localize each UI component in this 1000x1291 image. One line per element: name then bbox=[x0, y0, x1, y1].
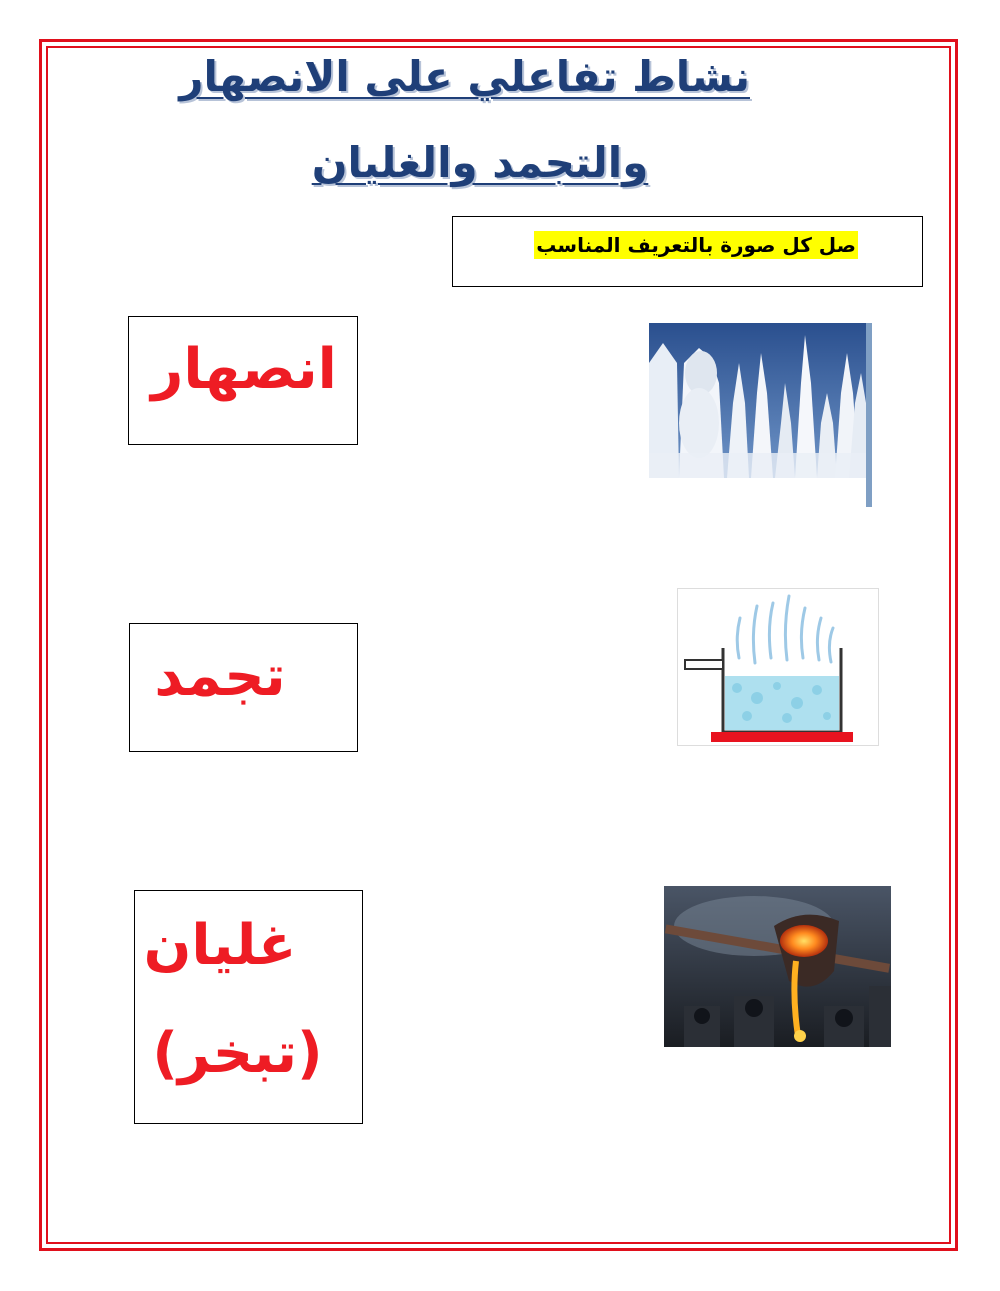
word-card-melting[interactable] bbox=[128, 316, 358, 445]
instruction-box bbox=[452, 216, 923, 287]
snow-covered-trees-image[interactable] bbox=[649, 323, 872, 507]
word-melting: انصهار bbox=[151, 337, 337, 402]
word-boiling: غليان bbox=[143, 913, 297, 978]
word-evaporation: (تبخر) bbox=[152, 1021, 323, 1086]
word-card-freezing[interactable] bbox=[129, 623, 358, 752]
molten-metal-pouring-image[interactable] bbox=[664, 886, 891, 1047]
page-title-line-2: والتجمد والغليان bbox=[311, 138, 649, 187]
word-card-boiling[interactable] bbox=[134, 890, 363, 1124]
word-freezing: تجمد bbox=[154, 644, 286, 709]
boiling-water-pot-image[interactable] bbox=[677, 588, 879, 746]
instruction-text: صل كل صورة بالتعريف المناسب bbox=[536, 233, 856, 257]
page-title-line-1: نشاط تفاعلي على الانصهار bbox=[179, 52, 750, 101]
